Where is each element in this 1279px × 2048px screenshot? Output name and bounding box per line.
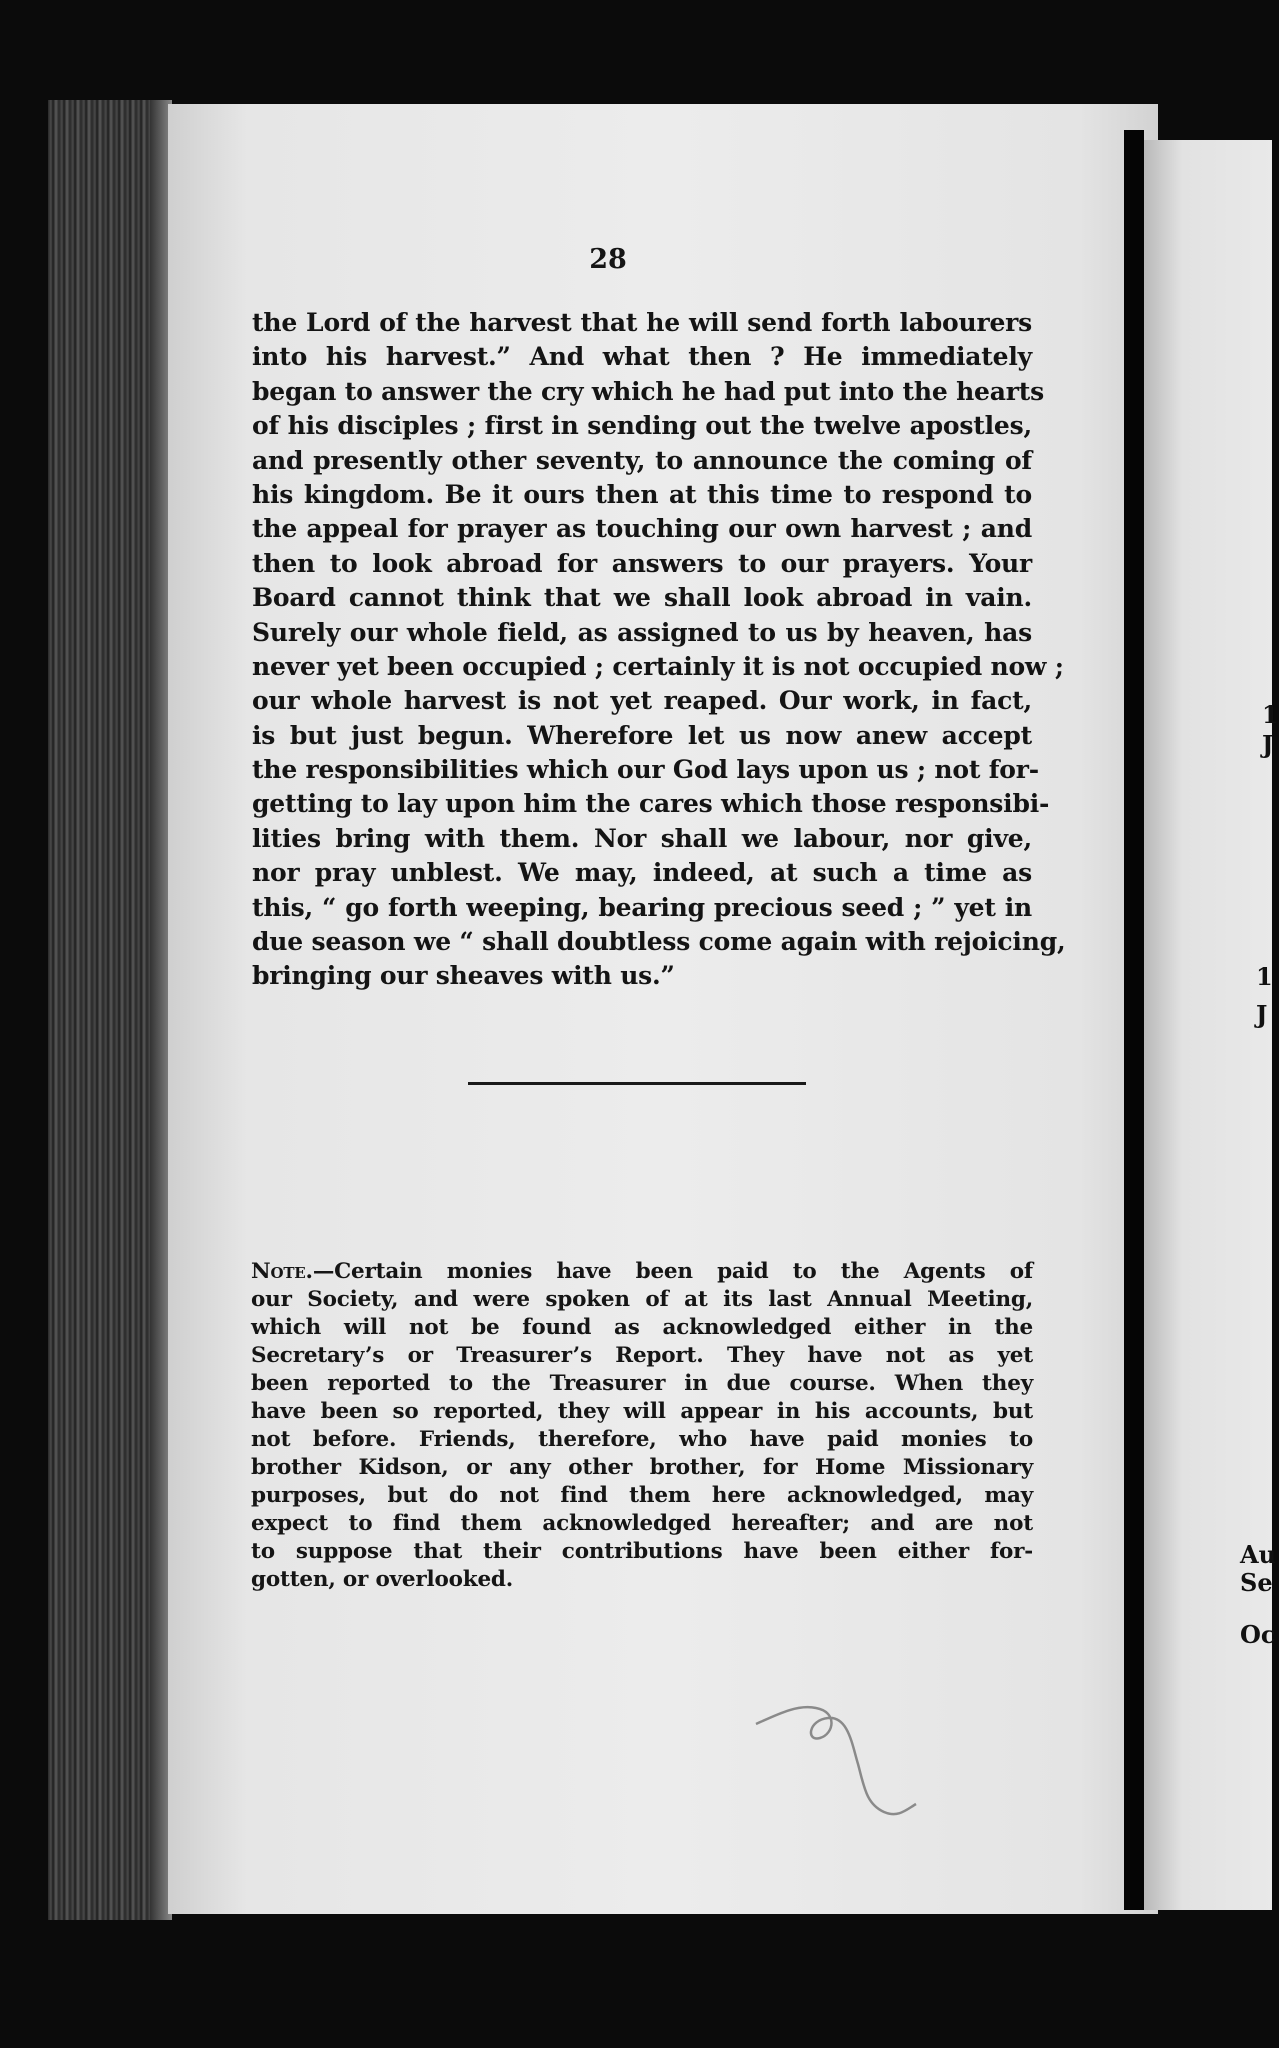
body-line: the responsibilities which our God lays upon us ; not for- <box>252 755 1039 785</box>
section-divider <box>468 1082 806 1085</box>
body-line: due season we “ shall doubtless come again with rejoicing, <box>252 927 1066 957</box>
note-line: brother Kidson, or any other brother, for Home Missionary <box>251 1455 1033 1480</box>
next-page-fragment: Oc <box>1240 1620 1276 1649</box>
body-line: and presently other seventy, to announce the coming of <box>252 445 1032 475</box>
next-page-fragment: 1 <box>1262 700 1279 729</box>
page-number: 28 <box>589 244 627 275</box>
footnote <box>251 1258 1033 1594</box>
body-line: bringing our sheaves with us.” <box>252 961 675 991</box>
body-line: lities bring with them. Nor shall we labour, nor give, <box>252 823 1032 853</box>
body-line: is but just begun. Wherefore let us now anew accept <box>252 720 1032 750</box>
page-gutter <box>1124 130 1144 1910</box>
note-line: to suppose that their contributions have been either for- <box>251 1539 1033 1564</box>
body-line: getting to lay upon him the cares which those responsibi- <box>252 789 1050 819</box>
note-line: our Society, and were spoken of at its last Annual Meeting, <box>251 1287 1033 1312</box>
body-line: of his disciples ; first in sending out the twelve apostles, <box>252 411 1032 441</box>
note-line: been reported to the Treasurer in due course. When they <box>251 1371 1033 1396</box>
pencil-mark <box>748 1694 948 1834</box>
note-line: which will not be found as acknowledged either in the <box>251 1315 1033 1340</box>
note-heading: Note. <box>251 1259 313 1284</box>
note-line: gotten, or overlooked. <box>251 1567 514 1592</box>
body-line: his kingdom. Be it ours then at this time to respond to <box>252 479 1032 509</box>
note-first-line: —Certain monies have been paid to the Agents of <box>312 1259 1033 1284</box>
next-page-fragment: J <box>1262 730 1274 759</box>
book-spine-edges <box>48 100 166 1920</box>
body-line: our whole harvest is not yet reaped. Our work, in fact, <box>252 686 1032 716</box>
body-line: Board cannot think that we shall look abroad in vain. <box>252 583 1032 613</box>
next-page-fragment: 1 <box>1256 962 1273 991</box>
body-line: began to answer the cry which he had put into the hearts <box>252 376 1044 406</box>
body-line: then to look abroad for answers to our prayers. Your <box>252 548 1032 578</box>
body-line: into his harvest.” And what then ? He immediately <box>252 342 1032 372</box>
body-line: the appeal for prayer as touching our own harvest ; and <box>252 514 1032 544</box>
note-line <box>251 1258 1033 1286</box>
note-line: purposes, but do not find them here acknowledged, may <box>251 1483 1033 1508</box>
note-line: Secretary’s or Treasurer’s Report. They have not as yet <box>251 1343 1033 1368</box>
body-line: Surely our whole field, as assigned to us by heaven, has <box>252 617 1032 647</box>
body-line: nor pray unblest. We may, indeed, at such a time as <box>252 858 1032 888</box>
book-page <box>168 104 1158 1914</box>
next-page-fragment: J <box>1256 1000 1268 1029</box>
body-line: never yet been occupied ; certainly it is not occupied now ; <box>252 651 1064 681</box>
body-line: the Lord of the harvest that he will send forth labourers <box>252 308 1032 337</box>
note-line: expect to find them acknowledged hereafter; and are not <box>251 1511 1033 1536</box>
body-text <box>252 306 1066 994</box>
next-page-edge <box>1144 140 1279 1910</box>
next-page-fragment: Au <box>1240 1540 1277 1569</box>
body-line: this, “ go forth weeping, bearing precious seed ; ” yet in <box>252 892 1032 922</box>
note-line: not before. Friends, therefore, who have paid monies to <box>251 1427 1033 1452</box>
next-page-fragment: Se <box>1240 1568 1273 1597</box>
note-line: have been so reported, they will appear in his accounts, but <box>251 1399 1033 1424</box>
